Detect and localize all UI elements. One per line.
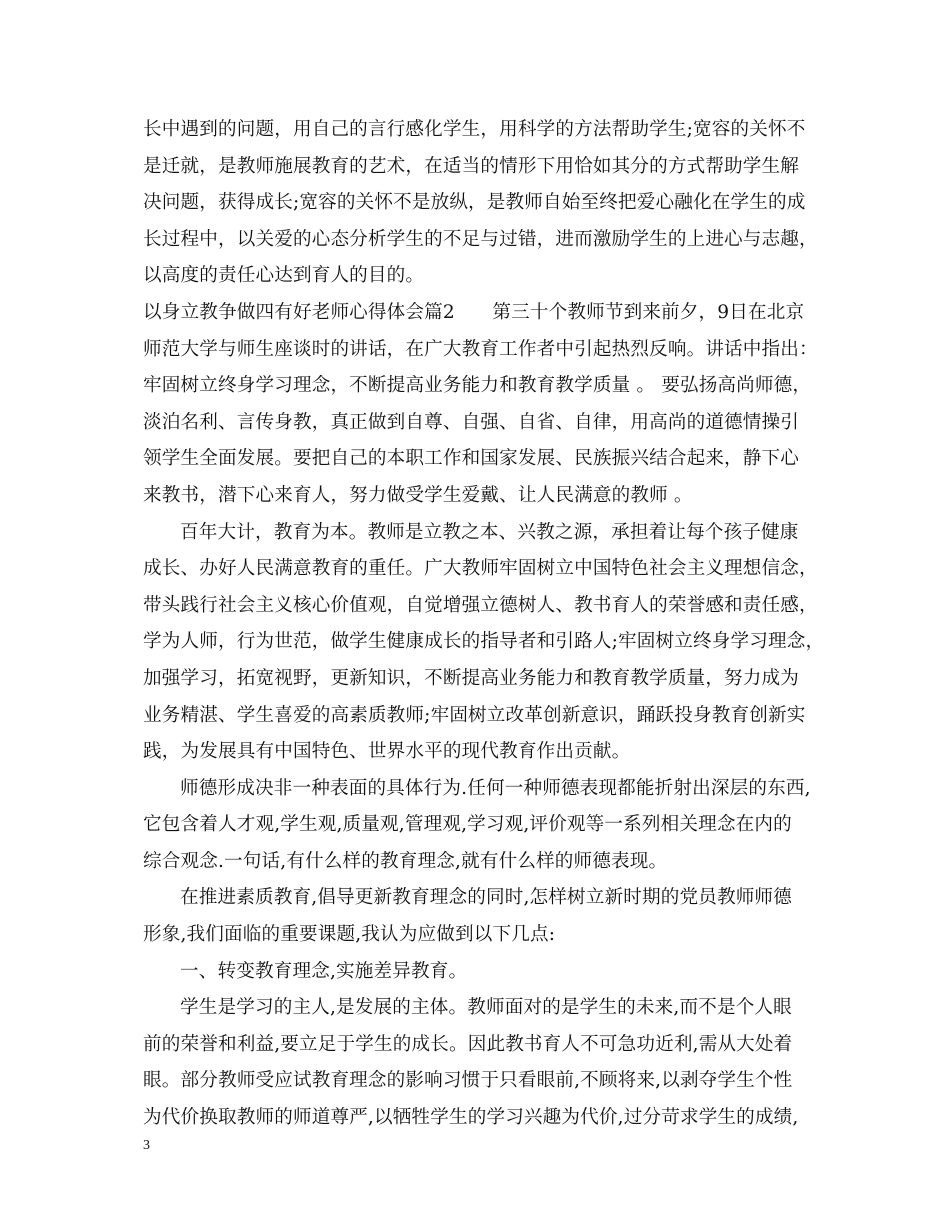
text-line: 师德形成决非一种表面的具体行为.任何一种师德表现都能折射出深层的东西, — [180, 777, 811, 799]
text-line: 长过程中，以关爱的心态分析学生的不足与过错，进而激励学生的上进心与志趣， — [143, 228, 818, 250]
text-line: 成长、办好人民满意教育的重任。广大教师牢固树立中国特色社会主义理想信念， — [143, 558, 818, 580]
text-line: 以高度的责任心达到育人的目的。 — [143, 265, 425, 287]
text-line: 带头践行社会主义核心价值观，自觉增强立德树人、教书育人的荣誉感和责任感， — [143, 594, 818, 616]
text-line: 来教书，潜下心来育人，努力做受学生爱戴、让人民满意的教师 。 — [143, 484, 693, 506]
text-line: 为代价换取教师的师道尊严,以牺牲学生的学习兴趣为代价,过分苛求学生的成绩, — [143, 1107, 799, 1129]
text-line: 长中遇到的问题，用自己的言行感化学生，用科学的方法帮助学生;宽容的关怀不 — [143, 119, 806, 140]
text-line: 决问题，获得成长;宽容的关怀不是放纵，是教师自始至终把爱心融化在学生的成 — [143, 192, 806, 214]
text-line: 综合观念.一句话,有什么样的教育理念,就有什么样的师德表现。 — [143, 850, 668, 872]
text-line: 学为人师，行为世范，做学生健康成长的指导者和引路人;牢固树立终身学习理念， — [143, 631, 825, 653]
text-line: 形象,我们面临的重要课题,我认为应做到以下几点: — [143, 924, 556, 946]
text-line: 师范大学与师生座谈时的讲话，在广大教育工作者中引起热烈反响。讲话中指出： — [143, 338, 818, 360]
text-line: 是迁就，是教师施展教育的艺术，在适当的情形下用恰如其分的方式帮助学生解 — [143, 155, 800, 177]
text-line: 前的荣誉和利益,要立足于学生的成长。因此教书育人不可急功近利,需从大处着 — [143, 1033, 793, 1055]
text-line: 一、转变教育理念,实施差异教育。 — [180, 960, 468, 982]
document-body — [143, 112, 828, 1137]
text-line: 眼。部分教师受应试教育理念的影响习惯于只看眼前,不顾将来,以剥夺学生个性 — [143, 1070, 793, 1092]
text-line: 践，为发展具有中国特色、世界水平的现代教育作出贡献。 — [143, 741, 631, 763]
text-line: 淡泊名利、言传身教，真正做到自尊、自强、自省、自律，用高尚的道德情操引 — [143, 411, 800, 433]
text-line: 业务精湛、学生喜爱的高素质教师;牢固树立改革创新意识，踊跃投身教育创新实 — [143, 704, 806, 726]
text-line: 在推进素质教育,倡导更新教育理念的同时,怎样树立新时期的党员教师师德 — [180, 887, 792, 909]
text-line: 领学生全面发展。要把自己的本职工作和国家发展、民族振兴结合起来，静下心 — [143, 448, 800, 470]
text-line: 以身立教争做四有好老师心得体会篇2 第三十个教师节到来前夕，9日在北京 — [143, 301, 805, 323]
page-number: 3 — [143, 1138, 150, 1153]
text-line: 百年大计，教育为本。教师是立教之本、兴教之源，承担着让每个孩子健康 — [180, 521, 799, 543]
text-line: 学生是学习的主人,是发展的主体。教师面对的是学生的未来,而不是个人眼 — [180, 997, 792, 1019]
text-line: 牢固树立终身学习理念，不断提高业务能力和教育教学质量 。 要弘扬高尚师德， — [143, 375, 812, 397]
text-line: 它包含着人才观,学生观,质量观,管理观,学习观,评价观等一系列相关理念在内的 — [143, 814, 792, 836]
text-line: 加强学习，拓宽视野，更新知识，不断提高业务能力和教育教学质量，努力成为 — [143, 667, 800, 689]
